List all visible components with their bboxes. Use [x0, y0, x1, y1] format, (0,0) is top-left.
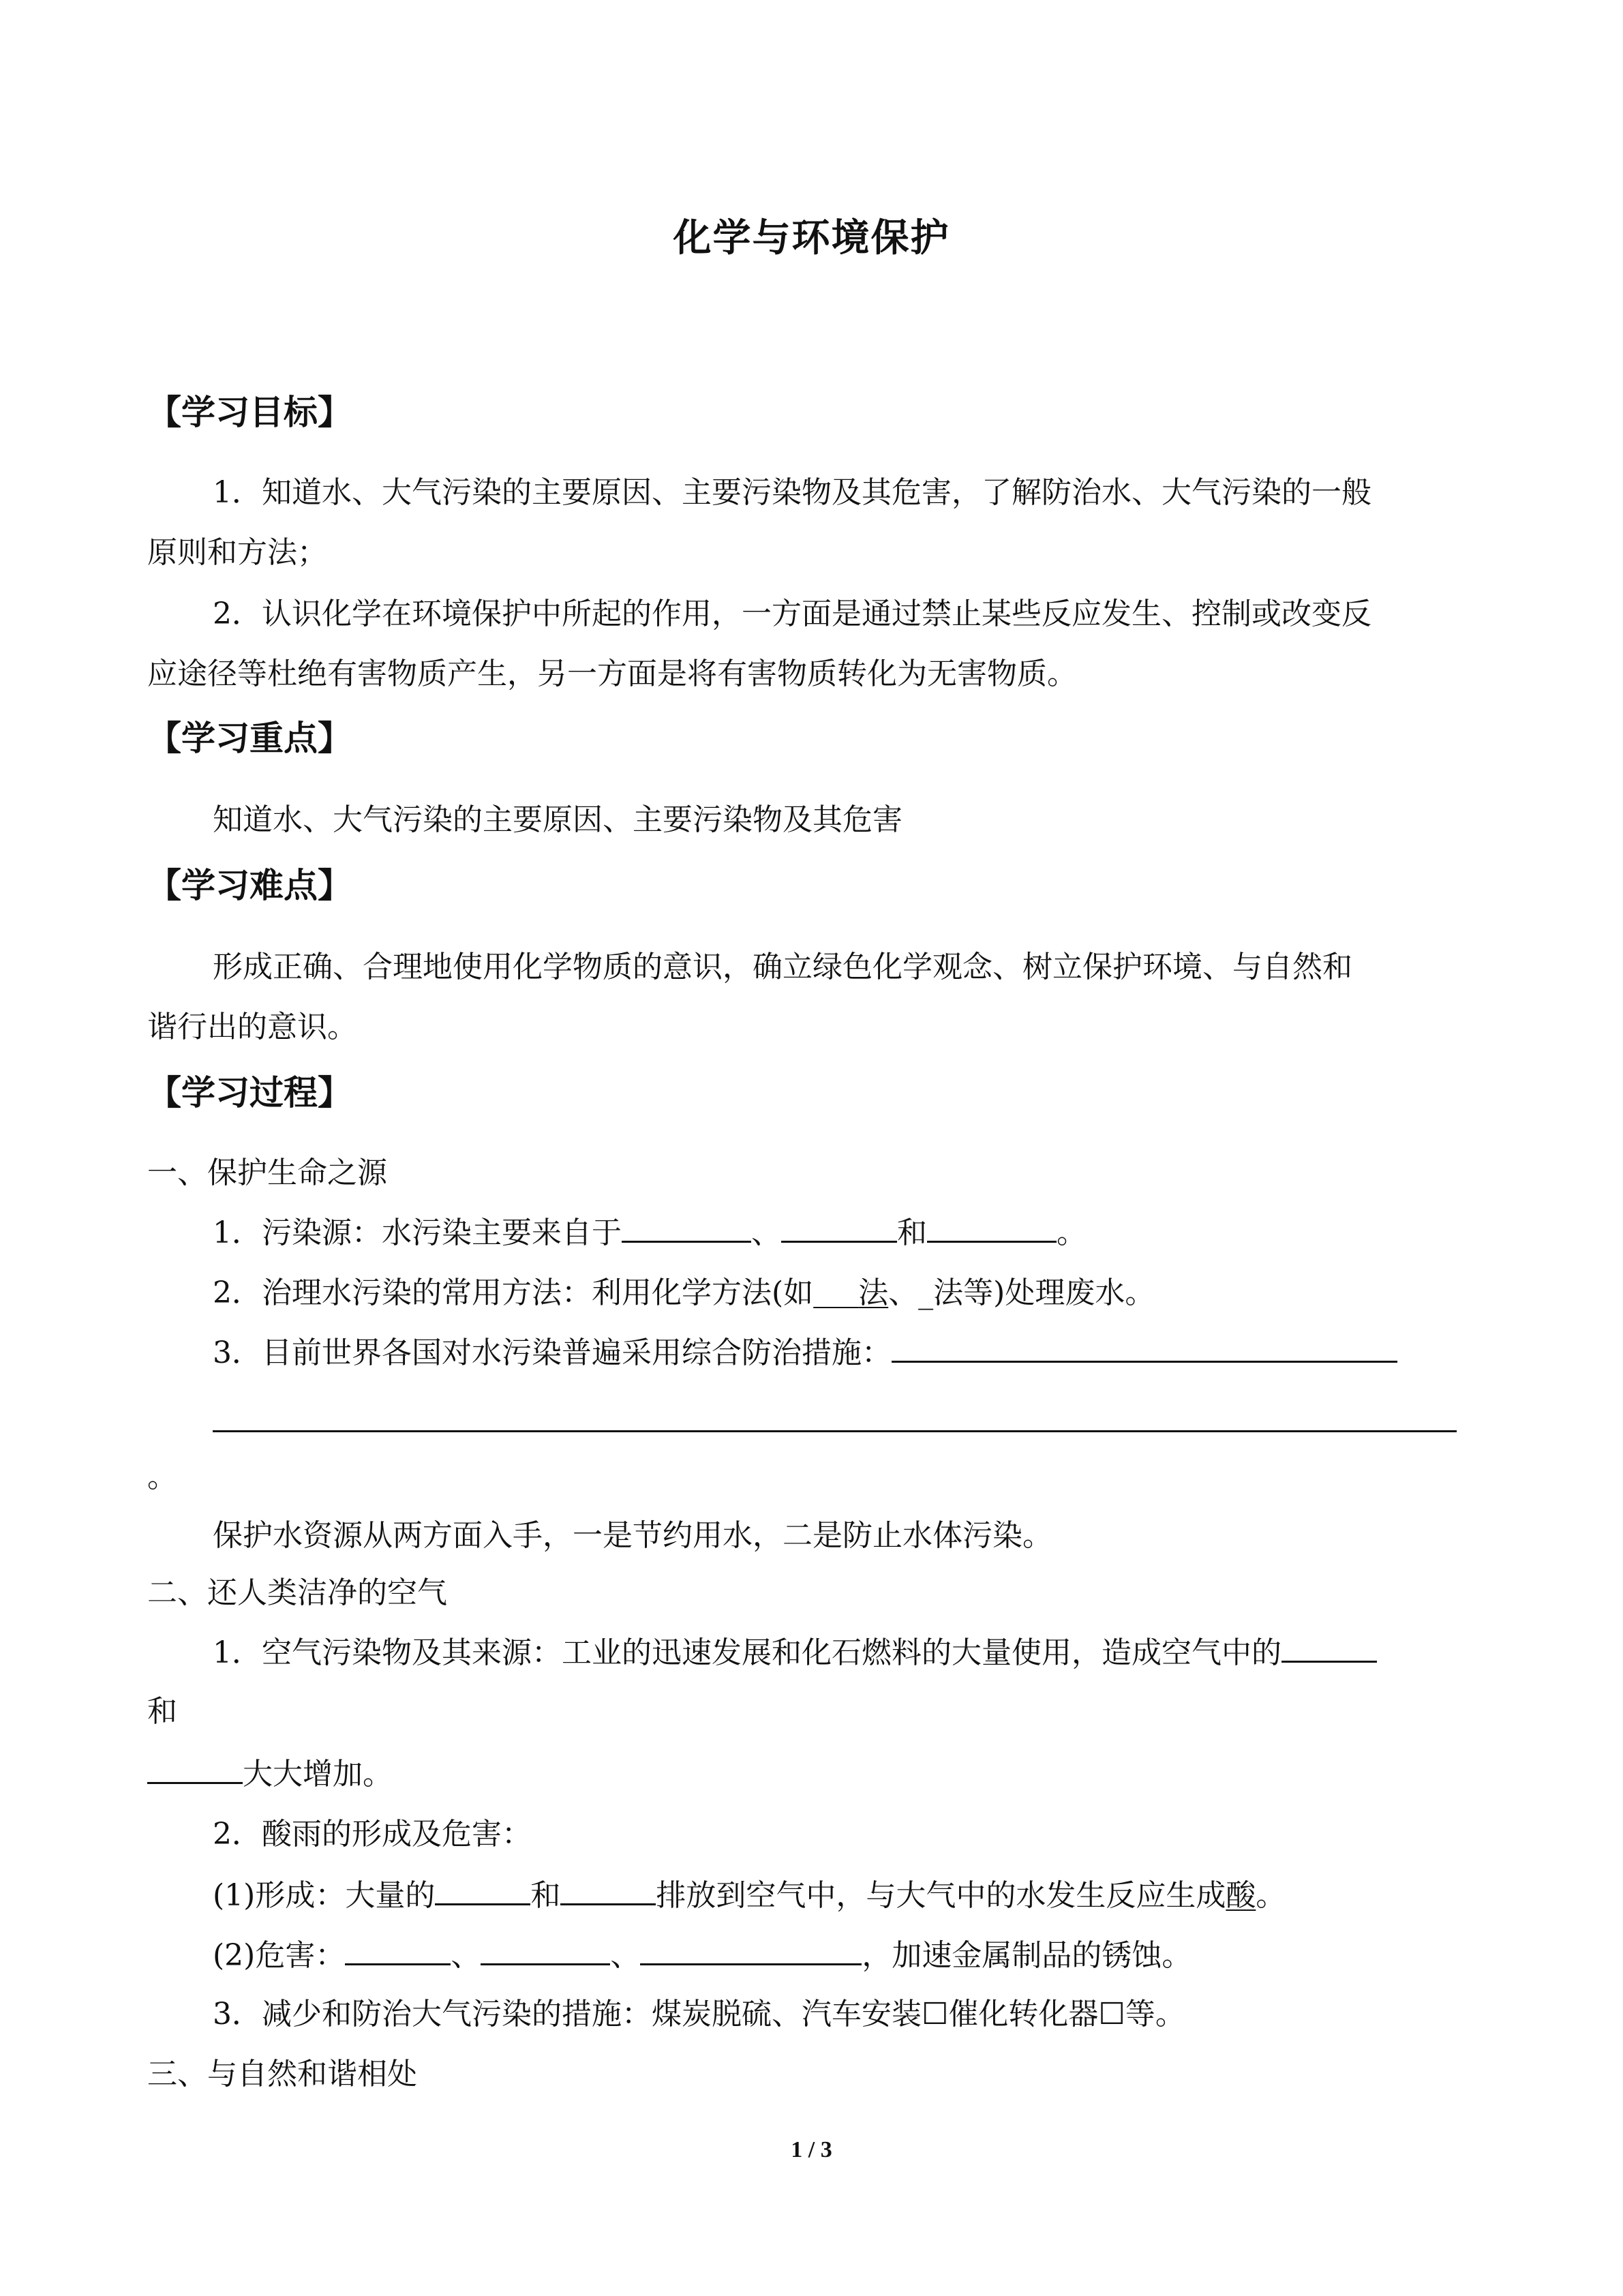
answer-blank[interactable]: [147, 1755, 243, 1784]
part-2-question-2a: [213, 1875, 1286, 1917]
separator: 和: [897, 1215, 927, 1250]
question-text: 大大增加。: [243, 1757, 393, 1792]
page-number: 1 / 3: [791, 2137, 832, 2162]
answer-blank[interactable]: [345, 1936, 451, 1965]
answer-blank[interactable]: [622, 1213, 751, 1243]
answer-blank[interactable]: [481, 1936, 610, 1965]
separator: 、: [751, 1215, 781, 1250]
part-1-note: 保护水资源从两方面入手，一是节约用水，二是防止水体污染。: [213, 1518, 1052, 1553]
answer-blank[interactable]: [781, 1213, 897, 1243]
objective-1-line-1: 1．知道水、大气污染的主要原因、主要污染物及其危害，了解防治水、大气污染的一般: [213, 475, 1371, 510]
part-2-title: 二、还人类洁净的空气: [147, 1575, 447, 1610]
part-1-question-1: [213, 1212, 1087, 1254]
answer-line[interactable]: [213, 1430, 1457, 1432]
answer-blank[interactable]: [927, 1213, 1057, 1243]
answer-blank[interactable]: [1281, 1633, 1377, 1663]
fa-label: 法: [858, 1275, 889, 1310]
question-text: 2．治理水污染的常用方法：利用化学方法(如: [213, 1275, 814, 1310]
question-text: 3．目前世界各国对水污染普遍采用综合防治措施：: [213, 1335, 892, 1370]
question-text: 排放到空气中，与大气中的水发生反应生成: [656, 1878, 1226, 1913]
question-text: 1．空气污染物及其来源：工业的迅速发展和化石燃料的大量使用，造成空气中的: [213, 1635, 1281, 1670]
answer-blank[interactable]: [435, 1876, 530, 1905]
part-3-title: 三、与自然和谐相处: [147, 2057, 417, 2091]
part-1-question-2: [213, 1272, 1155, 1314]
part-2-question-2b: [213, 1935, 1192, 1977]
question-text: (1)形成：大量的: [213, 1878, 436, 1913]
part-2-question-1-line-2: 和: [147, 1694, 177, 1729]
question-text: (2)危害：: [213, 1938, 346, 1973]
part-2-question-2-title: 2．酸雨的形成及危害：: [213, 1817, 532, 1852]
part-1-question-3: [213, 1332, 1397, 1374]
punctuation: 。: [1057, 1215, 1087, 1250]
difficulties-heading: 【学习难点】: [147, 866, 352, 905]
objectives-heading: 【学习目标】: [147, 393, 352, 432]
process-heading: 【学习过程】: [147, 1073, 352, 1113]
objective-1-line-2: 原则和方法；: [147, 535, 327, 570]
part-2-question-1-line-3: [147, 1753, 393, 1796]
answer-blank-fa[interactable]: [813, 1275, 888, 1310]
difficulties-line-2: 谐行出的意识。: [147, 1010, 357, 1044]
key-points-heading: 【学习重点】: [147, 719, 352, 758]
separator: 和: [530, 1878, 561, 1913]
part-1-question-3-end: 。: [147, 1460, 177, 1494]
part-2-question-1-line-1: [213, 1632, 1377, 1674]
punctuation: 。: [1256, 1878, 1286, 1913]
separator: 、: [451, 1938, 481, 1973]
separator: 、: [610, 1938, 641, 1973]
key-points-text: 知道水、大气污染的主要原因、主要污染物及其危害: [213, 802, 902, 837]
question-text: ，加速金属制品的锈蚀。: [862, 1938, 1192, 1973]
acid-underlined: 酸: [1226, 1878, 1256, 1913]
part-1-title: 一、保护生命之源: [147, 1155, 387, 1190]
objective-2-line-1: 2．认识化学在环境保护中所起的作用，一方面是通过禁止某些反应发生、控制或改变反: [213, 596, 1371, 631]
answer-blank[interactable]: [640, 1936, 862, 1965]
question-text: 、_法等)处理废水。: [888, 1275, 1155, 1310]
question-text: 1．污染源：水污染主要来自于: [213, 1215, 622, 1250]
answer-blank[interactable]: [892, 1333, 1397, 1363]
part-2-question-3: 3．减少和防治大气污染的措施：煤炭脱硫、汽车安装☐催化转化器☐等。: [213, 1997, 1185, 2031]
page-title: 化学与环境保护: [673, 216, 950, 260]
difficulties-line-1: 形成正确、合理地使用化学物质的意识，确立绿色化学观念、树立保护环境、与自然和: [213, 950, 1352, 984]
answer-blank[interactable]: [560, 1876, 656, 1905]
objective-2-line-2: 应途径等杜绝有害物质产生，另一方面是将有害物质转化为无害物质。: [147, 656, 1077, 691]
